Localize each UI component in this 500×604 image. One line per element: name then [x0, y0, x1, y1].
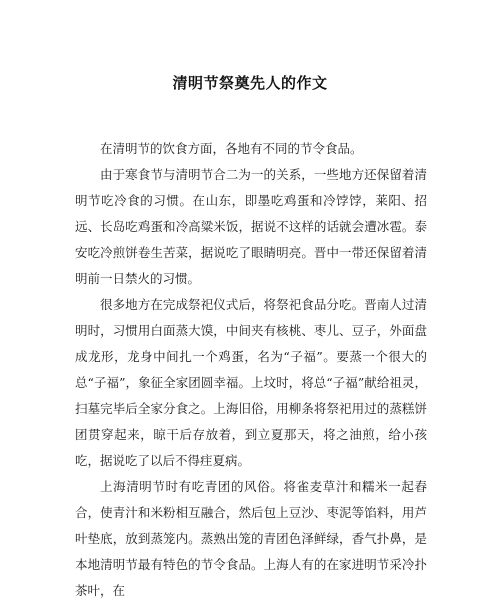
document-body — [75, 136, 427, 604]
paragraph: 上海清明节时有吃青团的风俗。将雀麦草汁和糯米一起舂合，使青汁和米粉相互融合，然后包上豆沙、枣泥等馅料，用芦叶垫底，放到蒸笼内。蒸熟出笼的青团色泽鲜绿，香气扑鼻，是本地清明节最有特色的节令食品。上海人有的在家进明节采冷扑茶叶，在 — [75, 479, 427, 598]
document-title: 清明节祭奠先人的作文 — [172, 74, 328, 92]
paragraph: 由于寒食节与清明节合二为一的关系，一些地方还保留着清明节吃冷食的习惯。在山东，即墨吃鸡蛋和冷饽饽，莱阳、招远、长岛吃鸡蛋和冷高粱米饭，据说不这样的话就会遭冰雹。泰安吃冷煎饼卷生苦菜，据说吃了眼睛明亮。晋中一带还保留着清明前一日禁火的习惯。 — [75, 167, 427, 286]
paragraph: 很多地方在完成祭祀仪式后，将祭祀食品分吃。晋南人过清明时，习惯用白面蒸大馍，中间夹有核桃、枣儿、豆子，外面盘成龙形，龙身中间扎一个鸡蛋，名为“子福”。要蒸一个很大的总“子福”，象征全家团圆幸福。上坟时，将总“子福”献给祖灵，扫墓完毕后全家分食之。上海旧俗，用柳条将祭祀用过的蒸糕饼团贯穿起来，晾干后存放着，到立夏那天，将之油煎，给小孩吃，据说吃了以后不得疰夏病。 — [75, 297, 427, 468]
paragraph: 在清明节的饮食方面，各地有不同的节令食品。 — [100, 141, 363, 156]
